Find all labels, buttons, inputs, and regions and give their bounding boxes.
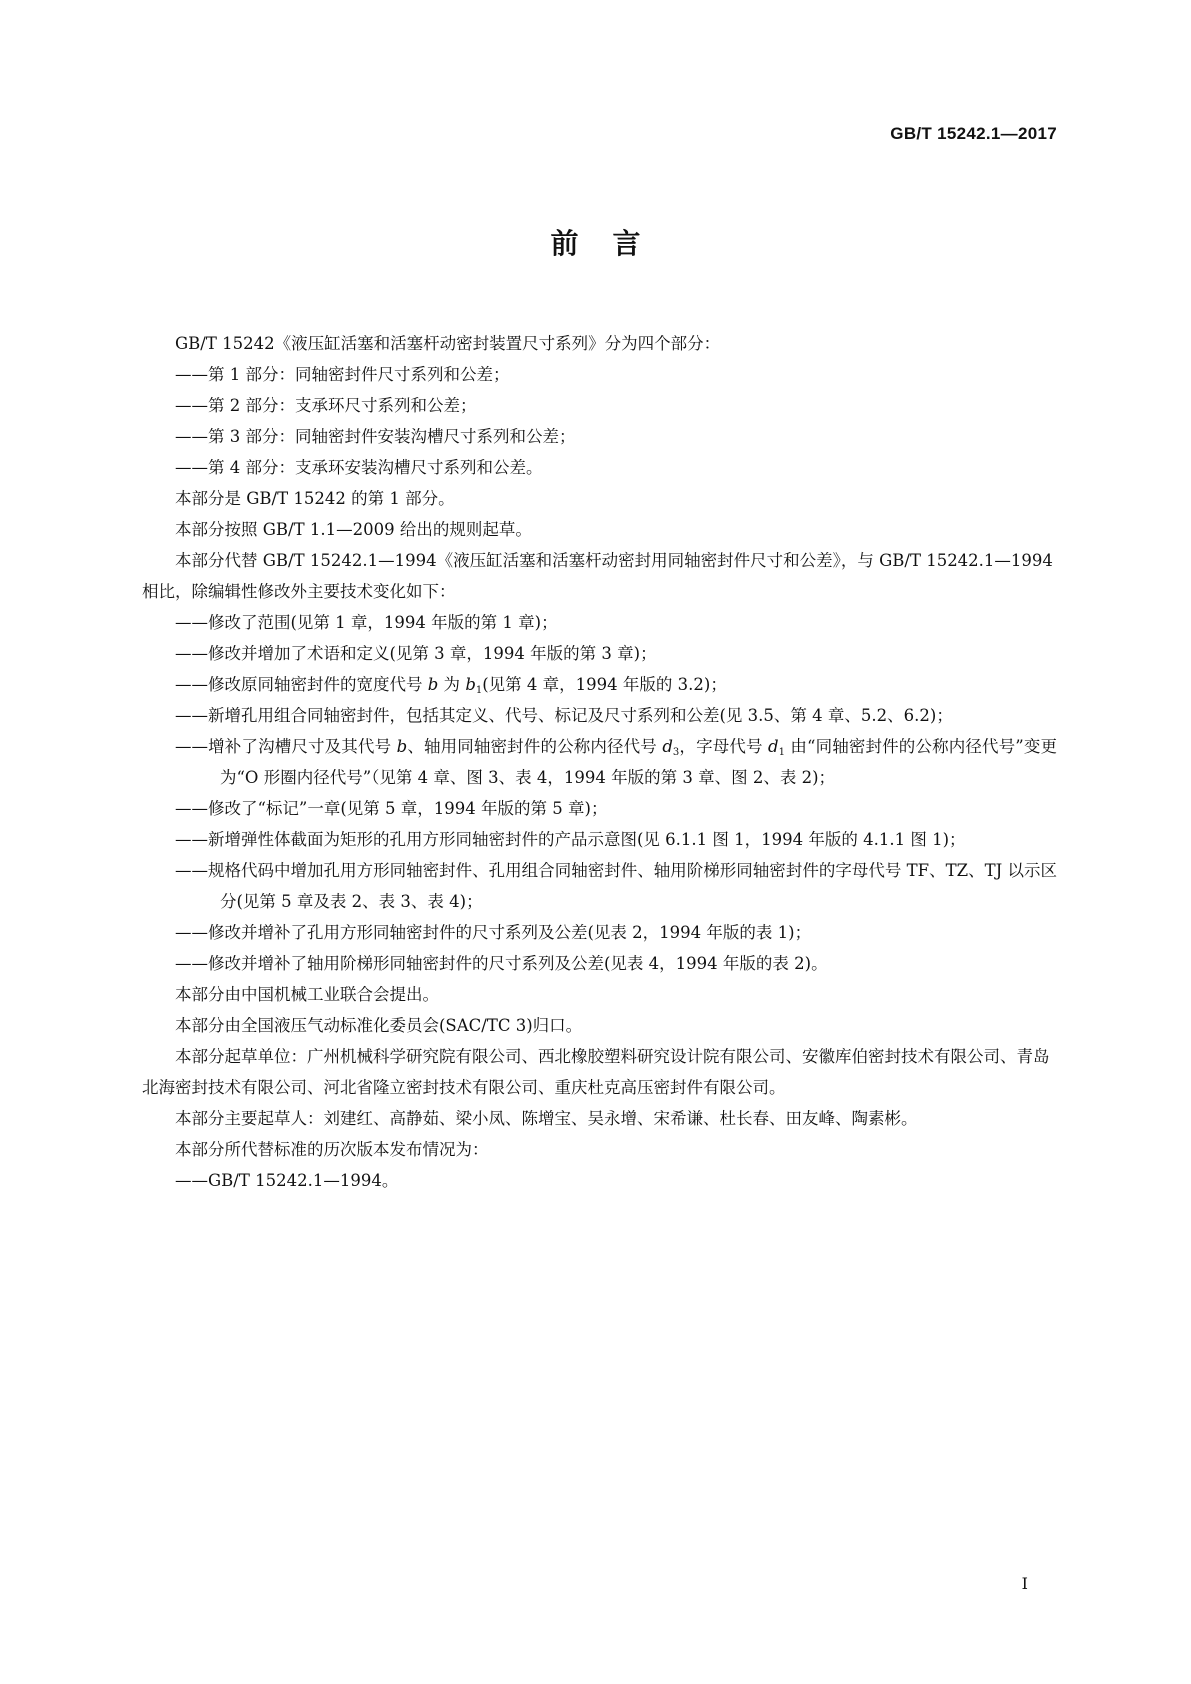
paragraph: 本部分所代替标准的历次版本发布情况为：	[175, 1140, 489, 1159]
text-run: (见第 4 章，1994 年版的 3.2)；	[482, 675, 727, 694]
subscript: 1	[778, 747, 785, 758]
list-item: ——修改并增加了术语和定义(见第 3 章，1994 年版的第 3 章)；	[175, 644, 657, 663]
paragraph: 本部分代替 GB/T 15242.1—1994《液压缸活塞和活塞杆动密封用同轴密封件尺寸和公差》，与 GB/T 15242.1—1994 相比，除编辑性修改外主要技术变化如下：	[142, 551, 1053, 601]
list-item	[142, 669, 1057, 700]
list-item: ——GB/T 15242.1—1994。	[175, 1171, 399, 1190]
list-item: ——修改了范围(见第 1 章，1994 年版的第 1 章)；	[175, 613, 558, 632]
list-item: ——修改并增补了轴用阶梯形同轴密封件的尺寸系列及公差(见表 4，1994 年版的表 2)。	[175, 954, 828, 973]
subscript: 1	[475, 685, 483, 696]
paragraph: 本部分是 GB/T 15242 的第 1 部分。	[175, 489, 455, 508]
paragraph: 本部分按照 GB/T 1.1—2009 给出的规则起草。	[175, 520, 532, 539]
list-item: ——规格代码中增加孔用方形同轴密封件、孔用组合同轴密封件、轴用阶梯形同轴密封件的字母代号 TF、TZ、TJ 以示区分(见第 5 章及表 2、表 3、表 4)；	[175, 861, 1057, 911]
paragraph: 本部分起草单位：广州机械科学研究院有限公司、西北橡胶塑料研究设计院有限公司、安徽库伯密封技术有限公司、青岛北海密封技术有限公司、河北省隆立密封技术有限公司、重庆杜克高压密封件有限公司。	[142, 1047, 1050, 1097]
symbol-b: b	[427, 675, 439, 694]
page-title: 前言	[550, 227, 675, 260]
paragraph: 本部分由中国机械工业联合会提出。	[175, 985, 439, 1004]
list-item: ——修改了“标记”一章(见第 5 章，1994 年版的第 5 章)；	[175, 799, 608, 818]
symbol-b: b	[396, 737, 408, 756]
text-run: ——修改原同轴密封件的宽度代号	[175, 675, 428, 694]
list-item: ——第 3 部分：同轴密封件安装沟槽尺寸系列和公差；	[175, 427, 576, 446]
paragraph: 本部分由全国液压气动标准化委员会(SAC/TC 3)归口。	[175, 1016, 583, 1035]
standard-number: GB/T 15242.1—2017	[890, 124, 1057, 143]
page-number: I	[1021, 1574, 1028, 1593]
list-item	[142, 731, 1057, 793]
text-run: 由“同轴密封件的公称内径代号”变更为“O 形圈内径代号”（见第 4 章、图 3、表 4，1994 年版的第 3 章、图 2、表 2)；	[220, 737, 1057, 787]
list-item: ——修改并增补了孔用方形同轴密封件的尺寸系列及公差(见表 2，1994 年版的表 1)；	[175, 923, 812, 942]
text-run: ，字母代号	[679, 737, 769, 756]
list-item: ——第 4 部分：支承环安装沟槽尺寸系列和公差。	[175, 458, 543, 477]
list-item: ——第 2 部分：支承环尺寸系列和公差；	[175, 396, 477, 415]
paragraph: GB/T 15242《液压缸活塞和活塞杆动密封装置尺寸系列》分为四个部分：	[175, 334, 721, 353]
text-run: 、轴用同轴密封件的公称内径代号	[407, 737, 663, 756]
list-item: ——第 1 部分：同轴密封件尺寸系列和公差；	[175, 365, 510, 384]
foreword-body	[142, 328, 1057, 1196]
list-item: ——新增弹性体截面为矩形的孔用方形同轴密封件的产品示意图(见 6.1.1 图 1，1994 年版的 4.1.1 图 1)；	[175, 830, 966, 849]
list-item: ——新增孔用组合同轴密封件，包括其定义、代号、标记及尺寸系列和公差(见 3.5、第 4 章、5.2、6.2)；	[175, 706, 953, 725]
subscript: 3	[672, 747, 680, 758]
text-run: 为	[438, 675, 466, 694]
paragraph: 本部分主要起草人：刘建红、高静茹、梁小凤、陈增宝、吴永增、宋希谦、杜长春、田友峰、陶素彬。	[175, 1109, 918, 1128]
symbol-b: b	[465, 675, 476, 694]
symbol-d: d	[662, 737, 673, 756]
symbol-d: d	[768, 737, 779, 756]
text-run: ——增补了沟槽尺寸及其代号	[175, 737, 397, 756]
